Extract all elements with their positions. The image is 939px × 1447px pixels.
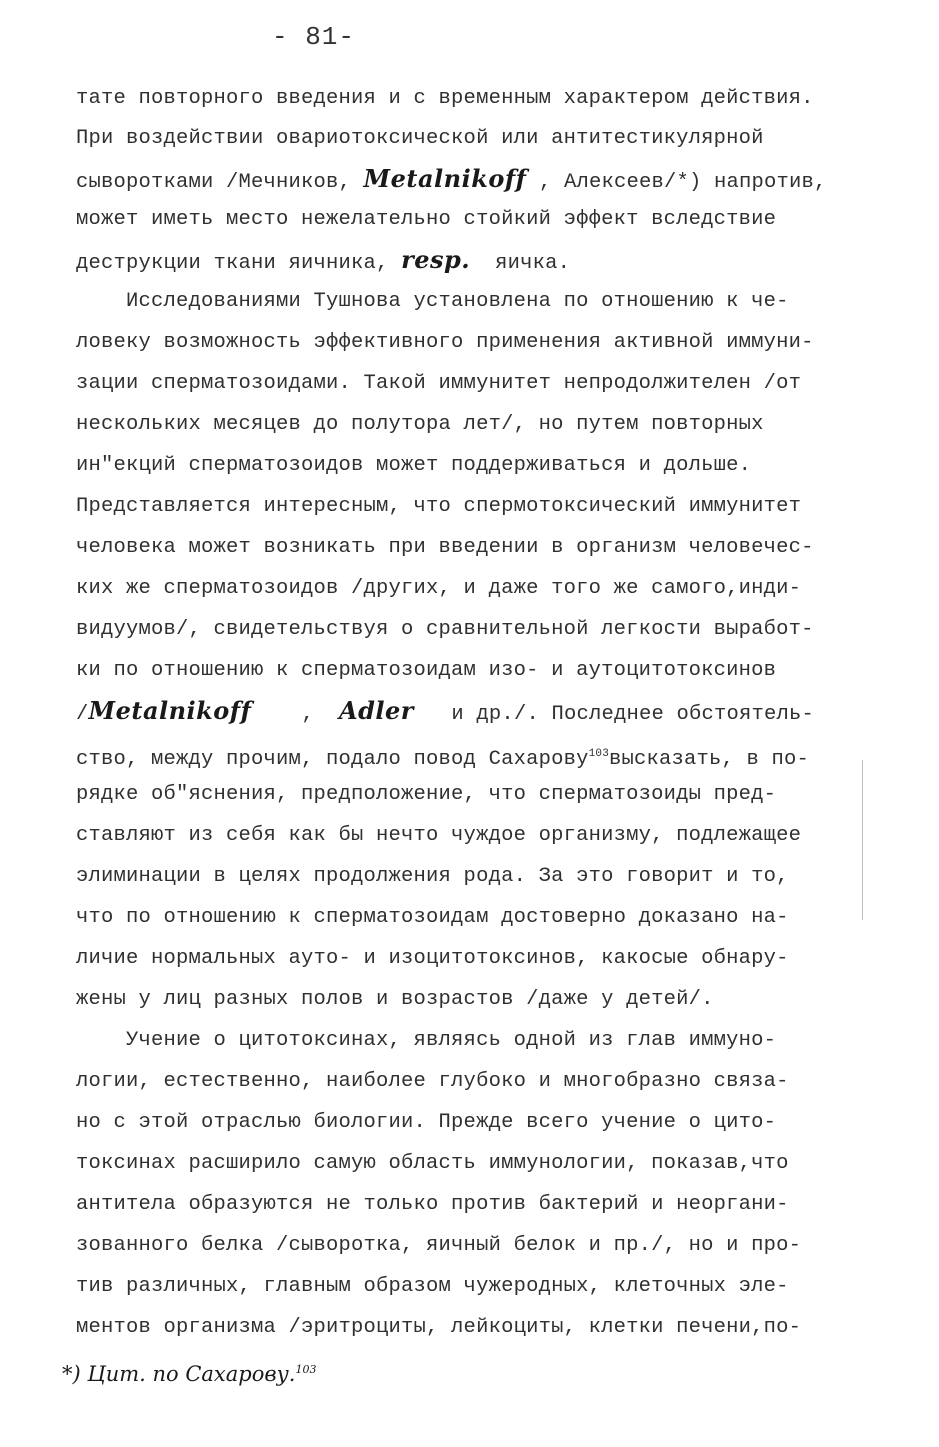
footnote-mark: *) bbox=[62, 1362, 81, 1386]
footnote bbox=[62, 1362, 316, 1386]
text-line bbox=[76, 741, 809, 773]
text-line: рядке об"яснения, предположение, что сперматозоиды пред- bbox=[76, 783, 777, 806]
handwritten-name: Adler bbox=[338, 696, 414, 725]
text-line: жены у лиц разных полов и возрастов /даже у детей/. bbox=[76, 988, 714, 1011]
text-line: ментов организма /эритроциты, лейкоциты, клетки печени,по- bbox=[76, 1316, 802, 1339]
text-line bbox=[76, 247, 570, 277]
text-line: антитела образуются не только против бактерий и неоргани- bbox=[76, 1193, 789, 1216]
footnote-reference: 103 bbox=[295, 1363, 317, 1376]
text-line: ин"екций сперматозоидов может поддерживаться и дольше. bbox=[76, 454, 752, 477]
text-line: При воздействии овариотоксической или антитестикулярной bbox=[76, 127, 764, 150]
text-line: ловеку возможность эффективного применения активной иммуни- bbox=[76, 331, 814, 354]
text-fragment: / bbox=[76, 703, 89, 726]
text-line: видуумов/, свидетельствуя о сравнительной легкости выработ- bbox=[76, 618, 814, 641]
text-line: логии, естественно, наиболее глубоко и многобразно связа- bbox=[76, 1070, 789, 1093]
text-line: тате повторного введения и с временным характером действия. bbox=[76, 87, 814, 110]
text-line: нескольких месяцев до полутора лет/, но путем повторных bbox=[76, 413, 764, 436]
handwritten-word: resp. bbox=[401, 245, 471, 274]
reference-number: 103 bbox=[588, 748, 609, 760]
text-line: тив различных, главным образом чужеродных, клеточных эле- bbox=[76, 1275, 789, 1298]
margin-mark bbox=[862, 760, 863, 920]
text-fragment: высказать, в по- bbox=[609, 747, 810, 771]
text-line: элиминации в целях продолжения рода. За это говорит и то, bbox=[76, 865, 789, 888]
text-line bbox=[76, 166, 827, 196]
text-line: токсинах расширило самую область иммунологии, показав,что bbox=[76, 1152, 789, 1175]
text-line: личие нормальных ауто- и изоцитотоксинов, какосые обнару- bbox=[76, 947, 789, 970]
page-number: - 81- bbox=[272, 22, 356, 52]
text-line bbox=[76, 698, 814, 728]
text-line: что по отношению к сперматозоидам достоверно доказано на- bbox=[76, 906, 789, 929]
text-line: человека может возникать при введении в организм человечес- bbox=[76, 536, 814, 559]
text-line: Исследованиями Тушнова установлена по отношению к че- bbox=[76, 290, 789, 313]
text-fragment: и др./. Последнее обстоятель- bbox=[413, 703, 814, 726]
footnote-text: Цит. по Сахарову. bbox=[87, 1362, 296, 1386]
text-fragment: деструкции ткани яичника, bbox=[76, 252, 402, 275]
text-fragment: яичка. bbox=[470, 252, 571, 275]
text-line: ставляют из себя как бы нечто чуждое организму, подлежащее bbox=[76, 824, 802, 847]
text-line: Учение о цитотоксинах, являясь одной из глав иммуно- bbox=[76, 1029, 777, 1052]
text-fragment: ство, между прочим, подало повод Сахарову bbox=[76, 747, 589, 771]
handwritten-name: Metalnikoff bbox=[363, 164, 527, 193]
text-line: Представляется интересным, что спермотоксический иммунитет bbox=[76, 495, 802, 518]
text-line: зации сперматозоидами. Такой иммунитет непродолжителен /от bbox=[76, 372, 802, 395]
text-fragment: , bbox=[251, 703, 339, 726]
handwritten-name: Metalnikoff bbox=[88, 696, 252, 725]
text-line: может иметь место нежелательно стойкий эффект вследствие bbox=[76, 208, 777, 231]
text-line: ких же сперматозоидов /других, и даже того же самого,инди- bbox=[76, 577, 802, 600]
text-line: ки по отношению к сперматозоидам изо- и аутоцитотоксинов bbox=[76, 659, 777, 682]
text-line: зованного белка /сыворотка, яичный белок и пр./, но и про- bbox=[76, 1234, 802, 1257]
text-fragment: , Алексеев/*) напротив, bbox=[526, 171, 827, 194]
text-line: но с этой отраслью биологии. Прежде всего учение о цито- bbox=[76, 1111, 777, 1134]
text-fragment: сыворотками /Мечников, bbox=[76, 171, 364, 194]
